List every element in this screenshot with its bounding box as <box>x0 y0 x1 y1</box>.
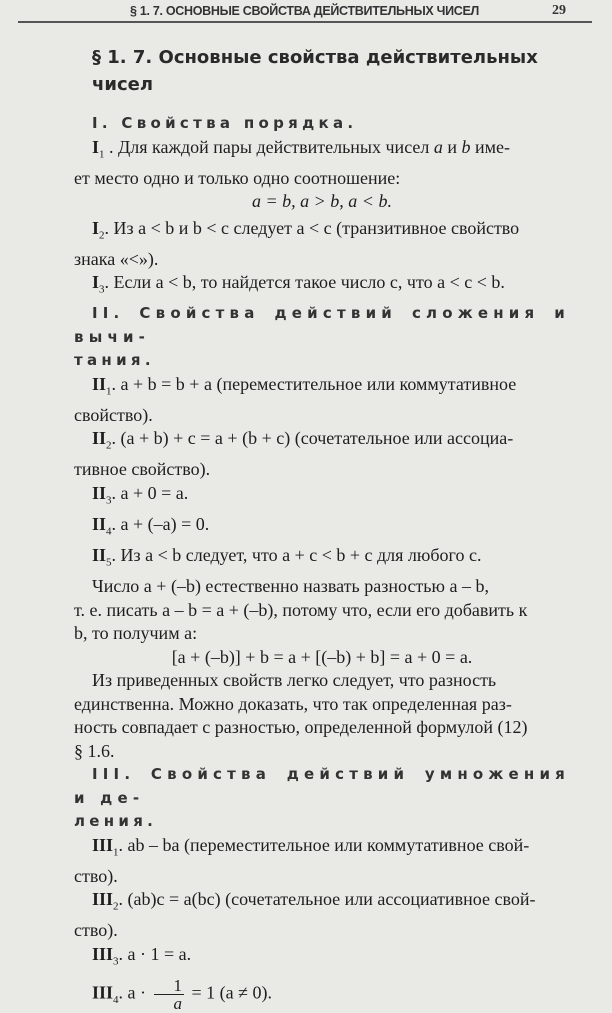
difference-paragraph-line-2: т. е. писать a – b = a + (–b), потому что, если его добавить к <box>74 599 528 620</box>
order-heading: I. Свойства порядка. <box>92 114 358 132</box>
property-iii2-continued: ство). <box>74 920 118 941</box>
property-i2: $I_2$. Из a < b и b < c следует a < c (транзитивное свойство <box>92 217 520 242</box>
uniqueness-paragraph-line-4: § 1.6. <box>74 740 115 761</box>
property-i3: $I_3$. Если a < b, то найдется такое число c, что a < c < b. <box>92 272 505 296</box>
page-body <box>74 44 570 1013</box>
property-ii5: $II_5$. Из a < b следует, что a + c < b + c для любого c. <box>92 545 482 569</box>
multiplication-heading-line-1: III. Свойства действий умножения и де- <box>74 765 570 807</box>
running-header <box>0 0 612 22</box>
section-title-line-2: чисел <box>92 74 154 95</box>
difference-paragraph-line-3: b, то получим a: <box>74 623 198 644</box>
fraction-one-over-a: $\frac{1}{a}$ <box>154 977 185 1012</box>
property-i1: $I_1$ . Для каждой пары действительных чисел a и b име- <box>92 136 511 161</box>
addition-heading-line-1: II. Свойства действий сложения и вычи- <box>74 304 570 346</box>
property-iii3: $III_3$. a · 1 = a. <box>92 943 192 968</box>
property-ii1: $II_1$. a + b = b + a (переместительное или коммутативное <box>92 373 517 398</box>
difference-formula: [a + (–b)] + b = a + [(–b) + b] = a + 0 = a. <box>171 646 473 667</box>
property-iii4: $III_4$. a · $\frac{1}{a}$ = 1 (a ≠ 0). <box>92 976 273 1013</box>
header-divider <box>18 21 592 23</box>
uniqueness-paragraph-line-2: единственна. Можно доказать, что так определенная раз- <box>74 693 512 714</box>
addition-heading-line-2: тания. <box>74 351 155 370</box>
property-ii2-continued: тивное свойство). <box>74 459 211 480</box>
order-relations: a = b, a > b, a < b. <box>252 191 392 212</box>
section-title-line-1: § 1. 7. Основные свойства действительных <box>92 47 538 68</box>
property-iii1: $III_1$. ab – ba (переместительное или коммутативное свой- <box>92 834 530 859</box>
multiplication-heading-line-2: ления. <box>74 812 158 831</box>
uniqueness-paragraph-line-3: ность совпадает с разностью, определенной формулой (12) <box>74 717 528 738</box>
property-iii2: $III_2$. (ab)c = a(bc) (сочетательное или ассоциативное свой- <box>92 889 536 913</box>
property-i2-continued: знака «<»). <box>74 248 159 269</box>
property-ii4: $II_4$. a + (–a) = 0. <box>92 514 210 538</box>
page-number: 29 <box>552 3 566 18</box>
property-i1-continued: ет место одно и только одно соотношение: <box>74 167 401 188</box>
section-title <box>92 44 570 98</box>
difference-paragraph-line-1: Число a + (–b) естественно назвать разностью a – b, <box>92 576 489 597</box>
property-ii2: $II_2$. (a + b) + c = a + (b + c) (сочетательное или ассоциа- <box>92 428 514 452</box>
uniqueness-paragraph-line-1: Из приведенных свойств легко следует, что разность <box>92 670 497 691</box>
property-ii3: $II_3$. a + 0 = a. <box>92 482 189 507</box>
running-title: § 1. 7. ОСНОВНЫЕ СВОЙСТВА ДЕЙСТВИТЕЛЬНЫХ ЧИСЕЛ <box>130 4 480 18</box>
property-iii1-continued: ство). <box>74 865 118 886</box>
property-ii1-continued: свойство). <box>74 404 153 425</box>
